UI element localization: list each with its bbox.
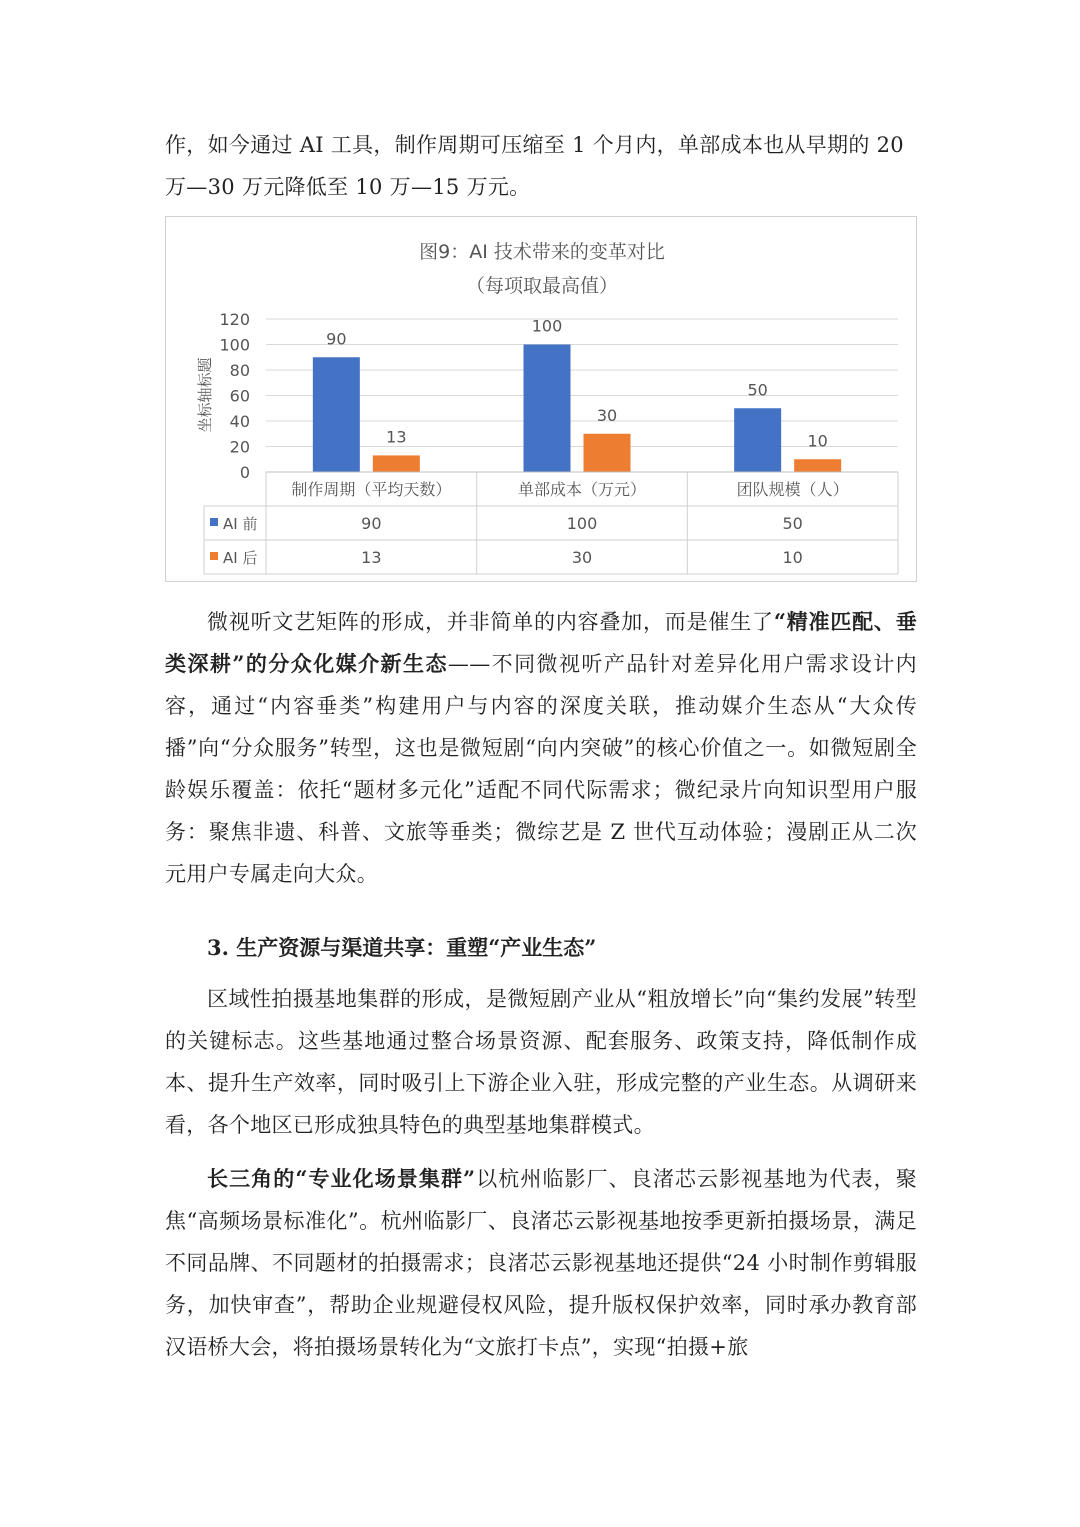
paragraph-matrix-text2: ——不同微视听产品针对差异化用户需求设计内容，通过“内容垂类”构建用户与内容的深度关联，推动媒介生态从“大众传播”向“分众服务”转型，这也是微短剧“向内突破”的核心价值之一。如微短剧全龄娱乐覆盖：依托“题材多元化”适配不同代际需求；微纪录片向知识型用户服务：聚焦非遗、科普、文旅等垂类；微综艺是 Z 世代互动体验；漫剧正从二次元用户专属走向大众。	[165, 652, 917, 886]
chart-subtitle: （每项取最高值）	[465, 275, 619, 297]
y-tick-label-1: 20	[229, 437, 250, 457]
table-cell-0-2: 50	[782, 514, 803, 533]
paragraph-delta-text: 以杭州临影厂、良渚芯云影视基地为代表，聚焦“高频场景标准化”。杭州临影厂、良渚芯云影视基地按季更新拍摄场景，满足不同品牌、不同题材的拍摄需求；良渚芯云影视基地还提供“24 小时制作剪辑服务，加快审查”，帮助企业规避侵权风险，提升版权保护效率，同时承办教育部汉语桥大会，将拍摄场景转化为“文旅打卡点”，实现“拍摄+旅	[165, 1167, 918, 1359]
table-cell-0-1: 100	[566, 514, 598, 533]
section-heading: 3. 生产资源与渠道共享：重塑“产业生态”	[207, 935, 597, 960]
y-tick-label-4: 80	[229, 361, 250, 380]
table-cell-0-0: 90	[361, 514, 382, 533]
y-tick-label-2: 40	[229, 412, 250, 431]
bar-value-label-1-2: 10	[807, 431, 828, 451]
bar-value-label-0-0: 90	[326, 329, 347, 349]
bar-value-label-0-1: 100	[531, 316, 563, 336]
bar-chart	[166, 217, 918, 583]
bar-value-label-1-1: 30	[596, 405, 618, 425]
chart-figure	[165, 216, 917, 582]
paragraph-matrix-emphasis: “精准匹配、垂类深耕”的分众化媒介新生态	[165, 609, 917, 676]
bar-before-2	[734, 408, 781, 472]
y-tick-label-5: 100	[219, 335, 250, 355]
y-tick-label-6: 120	[219, 310, 250, 329]
paragraph-region: 区域性拍摄基地集群的形成，是微短剧产业从“粗放增长”向“集约发展”转型的关键标志。这些基地通过整合场景资源、配套服务、政策支持，降低制作成本、提升生产效率，同时吸引上下游企业入驻，形成完整的产业生态。从调研来看，各个地区已形成独具特色的典型基地集群模式。	[165, 987, 917, 1137]
paragraph-intro-line1: 作，如今通过 AI 工具，制作周期可压缩至 1 个月内，单部成本也从早期的 20	[165, 133, 904, 157]
bar-after-0	[373, 455, 420, 472]
y-tick-label-0: 0	[239, 463, 250, 482]
category-label-0: 制作周期（平均天数）	[291, 480, 452, 499]
legend-swatch-0	[210, 518, 218, 526]
bar-after-1	[584, 434, 631, 472]
paragraph-matrix	[165, 601, 917, 895]
legend-label-0: AI 前	[223, 515, 258, 533]
paragraph-intro-line2: 万—30 万元降低至 10 万—15 万元。	[165, 175, 531, 199]
bar-value-label-0-2: 50	[747, 380, 768, 400]
bar-before-0	[313, 357, 360, 472]
paragraph-delta	[165, 1158, 917, 1368]
y-tick-label-3: 60	[229, 386, 250, 406]
paragraph-delta-emphasis: 长三角的“专业化场景集群”	[207, 1166, 476, 1191]
category-label-1: 单部成本（万元）	[517, 480, 647, 499]
paragraph-matrix-text1: 微视听文艺矩阵的形成，并非简单的内容叠加，而是催生了	[207, 610, 774, 634]
bar-before-1	[524, 345, 571, 473]
legend-label-1: AI 后	[223, 549, 258, 567]
chart-title: 图9：AI 技术带来的变革对比	[419, 241, 665, 263]
y-axis-title: 坐标轴标题	[196, 357, 214, 433]
table-cell-1-2: 10	[782, 548, 803, 567]
paragraph-intro	[165, 124, 917, 208]
bar-after-2	[794, 459, 841, 472]
legend-swatch-1	[210, 552, 218, 560]
category-label-2: 团队规模（人）	[736, 480, 849, 499]
table-cell-1-1: 30	[571, 548, 593, 567]
bar-value-label-1-0: 13	[386, 427, 407, 447]
table-cell-1-0: 13	[361, 548, 382, 567]
